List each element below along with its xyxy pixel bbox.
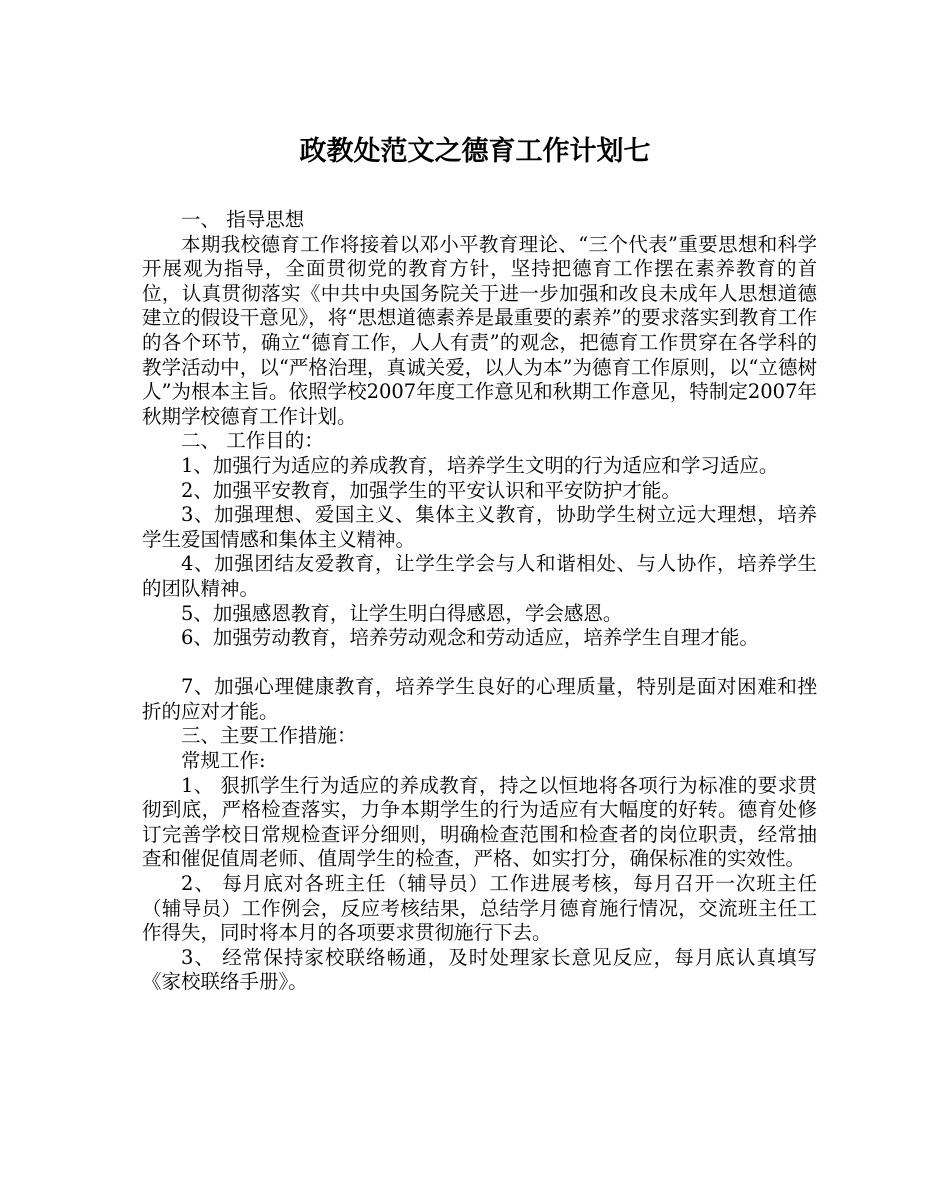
goal-item-1: 1、加强行为适应的养成教育，培养学生文明的行为适应和学习适应。	[181, 453, 779, 477]
goal-item-5: 5、加强感恩教育，让学生明白得感恩，学会感恩。	[181, 601, 623, 625]
blank-line	[142, 651, 817, 676]
goal-item-3: 3、加强理想、爱国主义、集体主义教育，协助学生树立远大理想，培养学生爱国情感和集体主义精神。	[142, 503, 817, 551]
paragraph-guiding-ideology: 本期我校德育工作将接着以邓小平教育理论、“三个代表”重要思想和科学开展观为指导，全面贯彻党的教育方针，坚持把德育工作摆在素养教育的首位，认真贯彻落实《中共中央国务院关于进一步加强和改良未成年人思想道德建立的假设干意见》，将“思想道德素养是最重要的素养”的要求落实到教育工作的各个环节，确立“德育工作，人人有责”的观念，把德育工作贯穿在各学科的教学活动中，以“严格治理，真诚关爱，以人为本”为德育工作原则，以“立德树人”为根本主旨。依照学校2007年度工作意见和秋期工作意见，特制定2007年秋期学校德育工作计划。	[142, 232, 817, 428]
section-heading-main-measures: 三、主要工作措施：	[181, 724, 357, 748]
subheading-routine-work: 常规工作:	[181, 749, 266, 773]
document-title: 政教处范文之德育工作计划七	[299, 136, 651, 167]
section-heading-work-goals: 二、 工作目的：	[181, 429, 324, 453]
document-body	[142, 208, 817, 995]
measure-item-1: 1、 狠抓学生行为适应的养成教育，持之以恒地将各项行为标准的要求贯彻到底，严格检查落实，力争本期学生的行为适应有大幅度的好转。德育处修订完善学校日常规检查评分细则，明确检查范围和检查者的岗位职责，经常抽查和催促值周老师、值周学生的检查，严格、如实打分，确保标准的实效性。	[142, 773, 817, 871]
measure-item-3: 3、 经常保持家校联络畅通，及时处理家长意见反应，每月底认真填写《家校联络手册》。	[142, 945, 817, 994]
goal-item-7: 7、加强心理健康教育，培养学生良好的心理质量，特别是面对困难和挫折的应对才能。	[142, 675, 817, 723]
goal-item-2: 2、加强平安教育，加强学生的平安认识和平安防护才能。	[181, 478, 681, 502]
goal-item-4: 4、加强团结友爱教育，让学生学会与人和谐相处、与人协作，培养学生的团队精神。	[142, 552, 817, 600]
measure-item-2: 2、 每月底对各班主任（辅导员）工作进展考核，每月召开一次班主任（辅导员）工作例会，反应考核结果，总结学月德育施行情况，交流班主任工作得失，同时将本月的各项要求贯彻施行下去。	[142, 872, 817, 945]
goal-item-6: 6、加强劳动教育，培养劳动观念和劳动适应，培养学生自理才能。	[181, 626, 759, 650]
section-heading-guiding-ideology: 一、 指导思想	[181, 208, 305, 231]
